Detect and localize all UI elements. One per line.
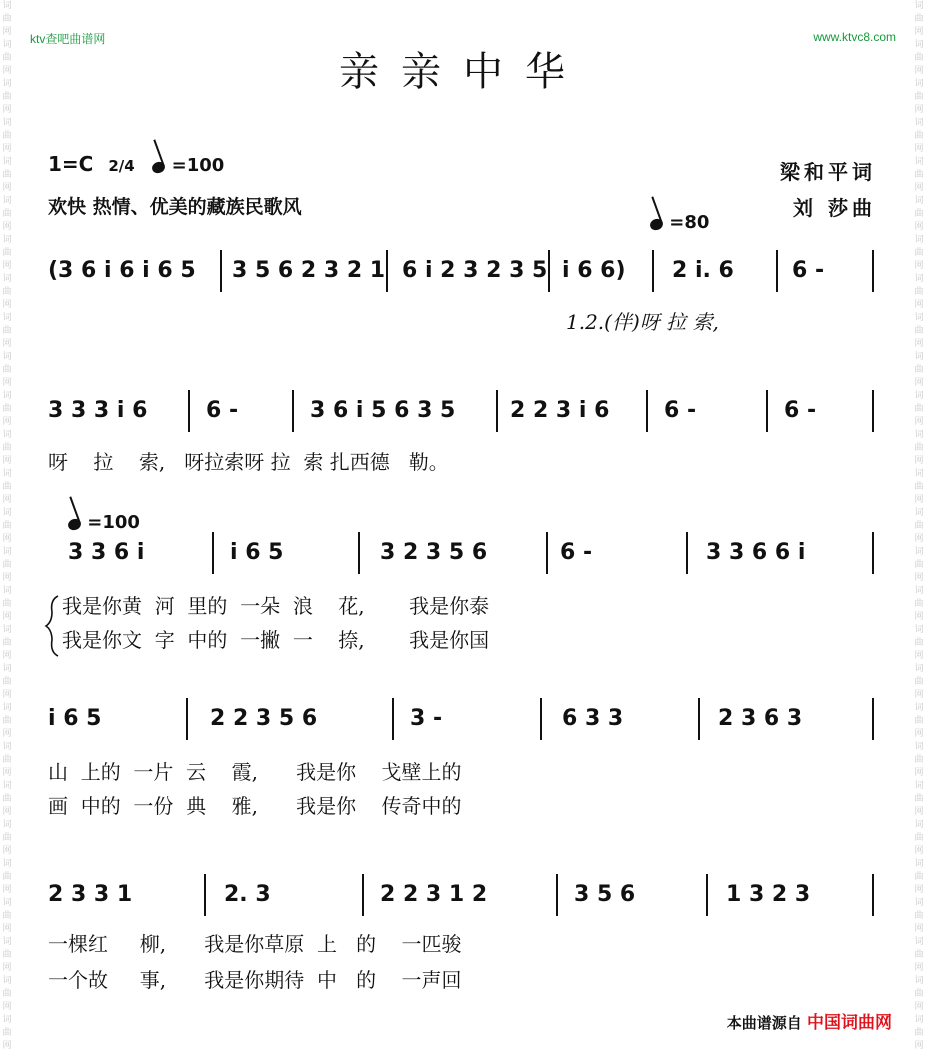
watermark-char: 词 [914,898,924,908]
watermark-char: 曲 [2,716,12,726]
watermark-char: 网 [2,456,12,466]
watermark-char: 词 [914,625,924,635]
bar-line [188,390,190,432]
watermark-char: 词 [914,1,924,11]
watermark-char: 词 [914,742,924,752]
bar-line [540,698,542,740]
watermark-char: 网 [2,573,12,583]
measure: 6 - [792,258,825,283]
watermark-char: 词 [914,508,924,518]
measure: 3 3 3 i 6 [48,398,148,423]
watermark-char: 词 [2,118,12,128]
watermark-char: 词 [2,313,12,323]
watermark-char: 曲 [2,53,12,63]
watermark-char: 网 [2,1002,12,1012]
watermark-char: 词 [914,157,924,167]
bar-line [652,250,654,292]
watermark-char: 词 [2,40,12,50]
watermark-char: 曲 [2,365,12,375]
watermark-char: 曲 [914,677,924,687]
watermark-char: 曲 [2,677,12,687]
watermark-char: 曲 [914,170,924,180]
watermark-char: 曲 [2,326,12,336]
watermark-char: 网 [2,222,12,232]
style-note: 欢快 热情、优美的藏族民歌风 [48,196,302,218]
watermark-char: 词 [2,703,12,713]
watermark-char: 曲 [2,950,12,960]
watermark-right [912,0,926,1059]
lyric-row3-verse1: 我是你黄 河 里的 一朵 浪 花, 我是你泰 [62,594,490,618]
bar-line [548,250,550,292]
watermark-char: 词 [2,235,12,245]
bar-line [872,532,874,574]
watermark-char: 词 [914,976,924,986]
watermark-char: 词 [914,430,924,440]
watermark-char: 词 [2,586,12,596]
watermark-char: 网 [914,807,924,817]
lyric-row1: 1.2.(伴)呀 拉 索, [566,310,719,334]
watermark-char: 网 [2,1041,12,1051]
key-signature [48,152,224,176]
watermark-char: 曲 [2,872,12,882]
watermark-char: 曲 [2,794,12,804]
watermark-char: 网 [2,495,12,505]
watermark-char: 网 [914,846,924,856]
measure: 3 2 3 5 6 [380,540,488,565]
bar-line [872,874,874,916]
source-credit [727,1008,892,1033]
watermark-char: 曲 [2,1028,12,1038]
watermark-char: 网 [2,261,12,271]
watermark-char: 网 [914,495,924,505]
watermark-char: 网 [2,690,12,700]
watermark-char: 网 [2,417,12,427]
watermark-char: 曲 [2,911,12,921]
watermark-char: 词 [2,469,12,479]
bar-line [292,390,294,432]
watermark-char: 曲 [2,755,12,765]
watermark-char: 曲 [914,794,924,804]
watermark-char: 网 [914,222,924,232]
watermark-char: 词 [2,1,12,11]
measure: 6 - [664,398,697,423]
watermark-char: 网 [914,27,924,37]
watermark-char: 网 [914,456,924,466]
watermark-char: 网 [914,690,924,700]
watermark-char: 网 [2,651,12,661]
watermark-char: 词 [914,547,924,557]
bar-line [698,698,700,740]
watermark-char: 词 [914,352,924,362]
tempo-marking-3 [68,512,140,533]
watermark-char: 词 [914,235,924,245]
watermark-char: 曲 [914,560,924,570]
watermark-char: 曲 [914,599,924,609]
lyricist: 梁和平词 [780,160,876,184]
watermark-char: 词 [914,274,924,284]
measure: i 6 6) [562,258,626,283]
watermark-char: 网 [2,963,12,973]
watermark-char: 网 [914,885,924,895]
watermark-char: 词 [2,352,12,362]
watermark-char: 网 [2,27,12,37]
watermark-char: 词 [2,742,12,752]
watermark-char: 曲 [2,248,12,258]
watermark-char: 曲 [914,443,924,453]
watermark-char: 曲 [914,326,924,336]
watermark-char: 词 [914,859,924,869]
measure: 3 - [410,706,443,731]
tempo-marking-2 [650,212,709,233]
watermark-char: 网 [914,573,924,583]
watermark-char: 曲 [914,365,924,375]
bar-line [872,250,874,292]
tempo-2-text: =80 [669,212,710,233]
measure: 3 5 6 2 3 2 1 [232,258,386,283]
watermark-char: 曲 [914,92,924,102]
bar-line [776,250,778,292]
watermark-char: 网 [2,300,12,310]
measure: 2 3 6 3 [718,706,803,731]
quarter-note-icon [67,517,83,532]
measure: 3 6 i 5 6 3 5 [310,398,456,423]
measure: 2 i. 6 [672,258,734,283]
watermark-left [0,0,14,1059]
watermark-char: 曲 [2,170,12,180]
lyric-row2: 呀 拉 索, 呀拉索呀 拉 索 扎西德 勒。 [48,450,449,474]
bar-line [686,532,688,574]
measure: 3 5 6 [574,882,636,907]
watermark-char: 网 [914,651,924,661]
bar-line [706,874,708,916]
measure: 3 3 6 i [68,540,145,565]
watermark-char: 曲 [914,911,924,921]
watermark-char: 词 [914,391,924,401]
watermark-char: 网 [2,183,12,193]
watermark-char: 曲 [2,521,12,531]
watermark-char: 曲 [914,638,924,648]
watermark-char: 曲 [2,404,12,414]
watermark-char: 曲 [914,521,924,531]
watermark-char: 网 [2,105,12,115]
bar-line [186,698,188,740]
watermark-char: 网 [914,105,924,115]
watermark-char: 词 [2,976,12,986]
bar-line [204,874,206,916]
watermark-char: 词 [914,703,924,713]
watermark-char: 词 [914,118,924,128]
watermark-char: 曲 [2,638,12,648]
watermark-char: 网 [914,612,924,622]
lyric-row4-verse2: 画 中的 一份 典 雅, 我是你 传奇中的 [48,794,462,818]
measure: 6 - [560,540,593,565]
watermark-char: 网 [2,729,12,739]
measure: 2 2 3 1 2 [380,882,488,907]
measure: (3 6 i 6 i 6 5 [48,258,196,283]
watermark-char: 网 [2,144,12,154]
watermark-char: 词 [2,625,12,635]
measure: 2 2 3 5 6 [210,706,318,731]
quarter-note-icon [150,160,166,175]
bar-line [392,698,394,740]
watermark-char: 词 [2,157,12,167]
bar-line [362,874,364,916]
bar-line [646,390,648,432]
watermark-char: 词 [2,79,12,89]
watermark-char: 词 [2,430,12,440]
watermark-char: 曲 [914,950,924,960]
measure: 3 3 6 6 i [706,540,806,565]
watermark-char: 词 [2,196,12,206]
watermark-char: 网 [914,417,924,427]
lyric-row4-verse1: 山 上的 一片 云 霞, 我是你 戈壁上的 [48,760,462,784]
lyric-row3-verse2: 我是你文 字 中的 一撇 一 捺, 我是你国 [62,628,490,652]
bar-line [386,250,388,292]
composer: 刘 莎曲 [793,196,876,220]
bar-line [872,698,874,740]
bar-line [220,250,222,292]
watermark-char: 词 [2,1015,12,1025]
watermark-char: 曲 [2,833,12,843]
measure: 2 2 3 i 6 [510,398,610,423]
source-label: 本曲谱源自 [726,1014,802,1032]
bar-line [872,390,874,432]
watermark-char: 词 [914,937,924,947]
watermark-char: 曲 [914,1028,924,1038]
watermark-char: 词 [2,274,12,284]
watermark-char: 网 [914,924,924,934]
measure: 6 3 3 [562,706,624,731]
watermark-char: 网 [2,846,12,856]
watermark-char: 网 [914,378,924,388]
watermark-char: 网 [914,1002,924,1012]
watermark-char: 词 [914,664,924,674]
watermark-char: 曲 [914,872,924,882]
measure: 6 - [206,398,239,423]
measure: 2. 3 [224,882,271,907]
watermark-char: 曲 [914,716,924,726]
measure: 1 3 2 3 [726,882,811,907]
bar-line [766,390,768,432]
watermark-char: 曲 [914,404,924,414]
watermark-char: 曲 [2,482,12,492]
watermark-char: 词 [2,391,12,401]
measure: 6 - [784,398,817,423]
lyric-row5-verse2: 一个故 事, 我是你期待 中 的 一声回 [48,968,462,992]
watermark-char: 网 [914,339,924,349]
watermark-char: 网 [2,534,12,544]
watermark-char: 曲 [2,14,12,24]
watermark-char: 网 [2,885,12,895]
watermark-char: 曲 [2,560,12,570]
watermark-char: 词 [2,859,12,869]
bar-line [496,390,498,432]
quarter-note-icon [649,217,665,232]
watermark-char: 曲 [2,599,12,609]
watermark-char: 曲 [2,131,12,141]
watermark-char: 词 [914,781,924,791]
watermark-char: 词 [2,508,12,518]
watermark-char: 网 [914,1041,924,1051]
measure: i 6 5 [48,706,102,731]
bar-line [556,874,558,916]
watermark-char: 网 [914,261,924,271]
watermark-char: 曲 [914,209,924,219]
measure: 2 3 3 1 [48,882,133,907]
watermark-char: 词 [2,898,12,908]
watermark-char: 曲 [914,989,924,999]
watermark-char: 曲 [914,53,924,63]
watermark-char: 曲 [2,443,12,453]
tempo-1: =100 [171,155,225,176]
watermark-char: 词 [914,820,924,830]
watermark-char: 曲 [914,287,924,297]
watermark-char: 词 [914,469,924,479]
watermark-char: 词 [2,820,12,830]
watermark-char: 词 [2,664,12,674]
bar-line [212,532,214,574]
watermark-char: 网 [914,534,924,544]
time-signature: 2/4 [108,157,135,175]
watermark-char: 网 [914,66,924,76]
watermark-char: 曲 [914,14,924,24]
watermark-char: 网 [2,924,12,934]
watermark-char: 网 [2,768,12,778]
watermark-char: 网 [2,339,12,349]
watermark-char: 词 [914,79,924,89]
watermark-char: 网 [914,144,924,154]
watermark-char: 网 [2,378,12,388]
watermark-char: 网 [914,768,924,778]
watermark-char: 网 [2,66,12,76]
watermark-char: 网 [914,300,924,310]
watermark-char: 词 [914,1015,924,1025]
measure: i 6 5 [230,540,284,565]
bar-line [358,532,360,574]
key-text: 1=C [48,152,94,176]
watermark-char: 网 [914,183,924,193]
watermark-char: 词 [914,313,924,323]
site-link-left[interactable]: ktv查吧曲谱网 [30,32,106,46]
bar-line [546,532,548,574]
watermark-char: 曲 [914,248,924,258]
watermark-char: 词 [914,40,924,50]
watermark-char: 曲 [2,989,12,999]
watermark-char: 网 [2,807,12,817]
watermark-char: 曲 [914,833,924,843]
watermark-char: 网 [914,963,924,973]
watermark-char: 曲 [914,131,924,141]
watermark-char: 曲 [2,209,12,219]
watermark-char: 曲 [914,482,924,492]
watermark-char: 词 [914,196,924,206]
watermark-char: 曲 [914,755,924,765]
source-site-link[interactable]: 中国词曲网 [807,1013,892,1033]
song-title: 亲亲中华 [339,49,587,95]
site-link-right[interactable]: www.ktvc8.com [813,30,896,44]
watermark-char: 曲 [2,287,12,297]
watermark-char: 网 [914,729,924,739]
watermark-char: 词 [2,781,12,791]
tempo-3-text: =100 [87,512,140,533]
watermark-char: 词 [914,586,924,596]
lyric-row5-verse1: 一棵红 柳, 我是你草原 上 的 一匹骏 [48,932,462,956]
watermark-char: 曲 [2,92,12,102]
measure: 6 i 2 3 2 3 5 [402,258,548,283]
watermark-char: 网 [2,612,12,622]
watermark-char: 词 [2,937,12,947]
watermark-char: 词 [2,547,12,557]
